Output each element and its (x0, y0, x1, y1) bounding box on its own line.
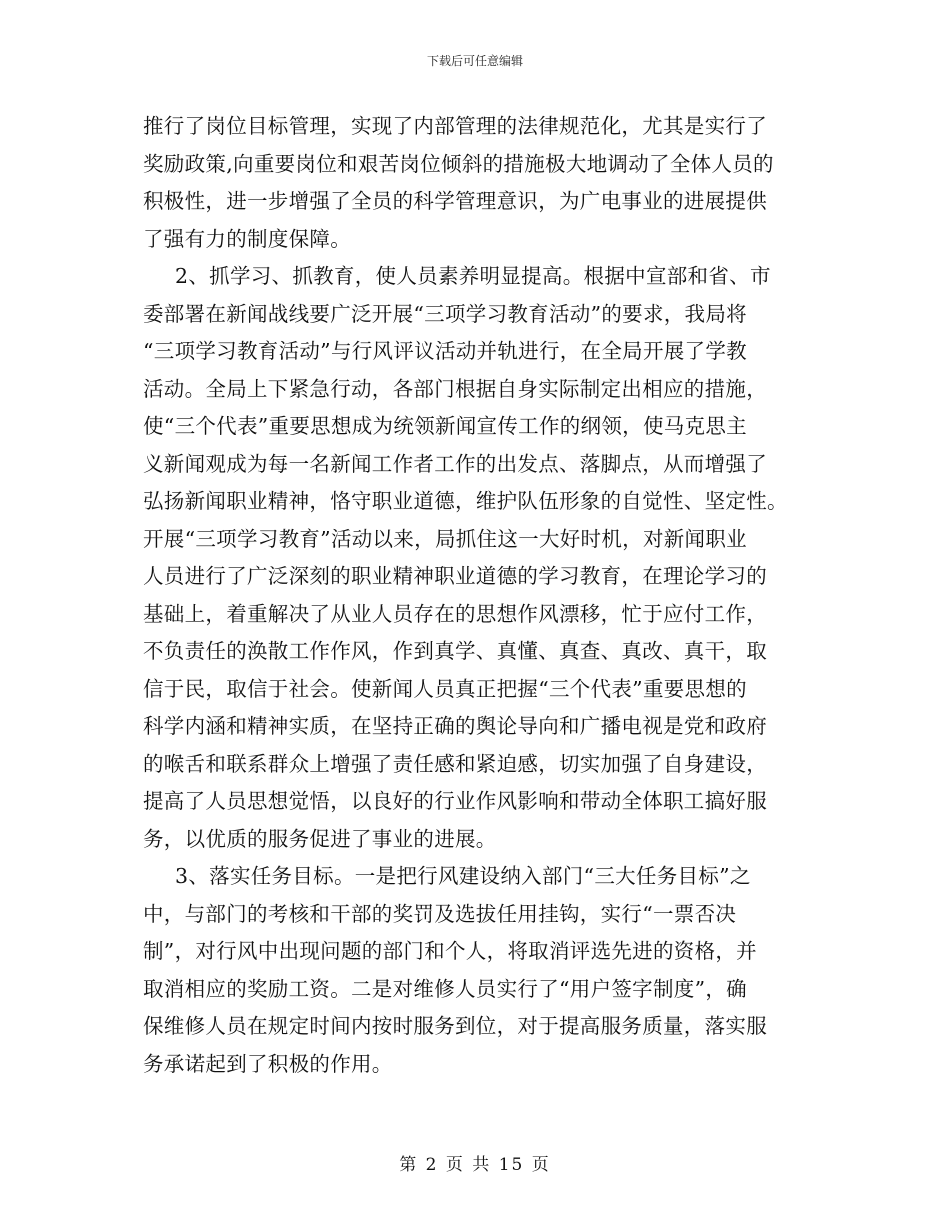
text-line: “三项学习教育活动”与行风评议活动并轨进行，在全局开展了学教 (143, 339, 747, 363)
text-line: 弘扬新闻职业精神，恪守职业道德，维护队伍形象的自觉性、坚定性。 (143, 489, 788, 513)
text-line: 信于民，取信于社会。使新闻人员真正把握“三个代表”重要思想的 (143, 676, 747, 701)
text-line: 基础上，着重解决了从业人员存在的思想作风漂移，忙于应付工作， (143, 601, 767, 626)
text-line: 开展“三项学习教育”活动以来，局抓住这一大好时机，对新闻职业 (143, 526, 747, 551)
paragraph-2 (143, 258, 813, 858)
text-line: 保维修人员在规定时间内按时服务到位，对于提高服务质量，落实服 (143, 1014, 767, 1038)
text-line: 务，以优质的服务促进了事业的进展。 (143, 826, 497, 851)
text-line: 推行了岗位目标管理，实现了内部管理的法律规范化，尤其是实行了 (143, 114, 767, 138)
paragraph-3 (143, 858, 813, 1083)
text-line: 积极性，进一步增强了全员的科学管理意识，为广电事业的进展提供 (143, 189, 767, 213)
paragraph-1 (143, 108, 813, 258)
text-line: 活动。全局上下紧急行动，各部门根据自身实际制定出相应的措施， (143, 376, 767, 401)
document-body (143, 108, 813, 1083)
text-line: 不负责任的涣散工作作风，作到真学、真懂、真查、真改、真干，取 (143, 639, 767, 663)
text-line: 义新闻观成为每一名新闻工作者工作的出发点、落脚点，从而增强了 (143, 451, 767, 476)
text-line: 使“三个代表”重要思想成为统领新闻宣传工作的纲领，使马克思主 (143, 414, 747, 438)
text-line: 务承诺起到了积极的作用。 (143, 1051, 393, 1076)
text-line: 了强有力的制度保障。 (143, 226, 351, 251)
text-line: 提高了人员思想觉悟，以良好的行业作风影响和带动全体职工搞好服 (143, 789, 767, 813)
text-line: 中，与部门的考核和干部的奖罚及选拔任用挂钩，实行“一票否决 (143, 901, 737, 926)
text-line: 3、落实任务目标。一是把行风建设纳入部门“三大任务目标”之 (175, 864, 751, 888)
text-line: 委部署在新闻战线要广泛开展“三项学习教育活动”的要求，我局将 (143, 301, 747, 326)
text-line: 制”，对行风中出现问题的部门和个人，将取消评选先进的资格，并 (143, 939, 757, 963)
text-line: 科学内涵和精神实质，在坚持正确的舆论导向和广播电视是党和政府 (143, 714, 767, 738)
text-line: 的喉舌和联系群众上增强了责任感和紧迫感，切实加强了自身建设， (143, 751, 767, 776)
text-line: 人员进行了广泛深刻的职业精神职业道德的学习教育，在理论学习的 (143, 564, 767, 588)
text-line: 2、抓学习、抓教育，使人员素养明显提高。根据中宣部和省、市 (175, 264, 771, 288)
page-header: 下载后可任意编辑 (426, 54, 523, 68)
page-number-footer: 第 2 页 共 15 页 (399, 1155, 551, 1175)
text-line: 取消相应的奖励工资。二是对维修人员实行了“用户签字制度”，确 (143, 976, 747, 1001)
text-line: 奖励政策,向重要岗位和艰苦岗位倾斜的措施极大地调动了全体人员的 (143, 151, 774, 176)
